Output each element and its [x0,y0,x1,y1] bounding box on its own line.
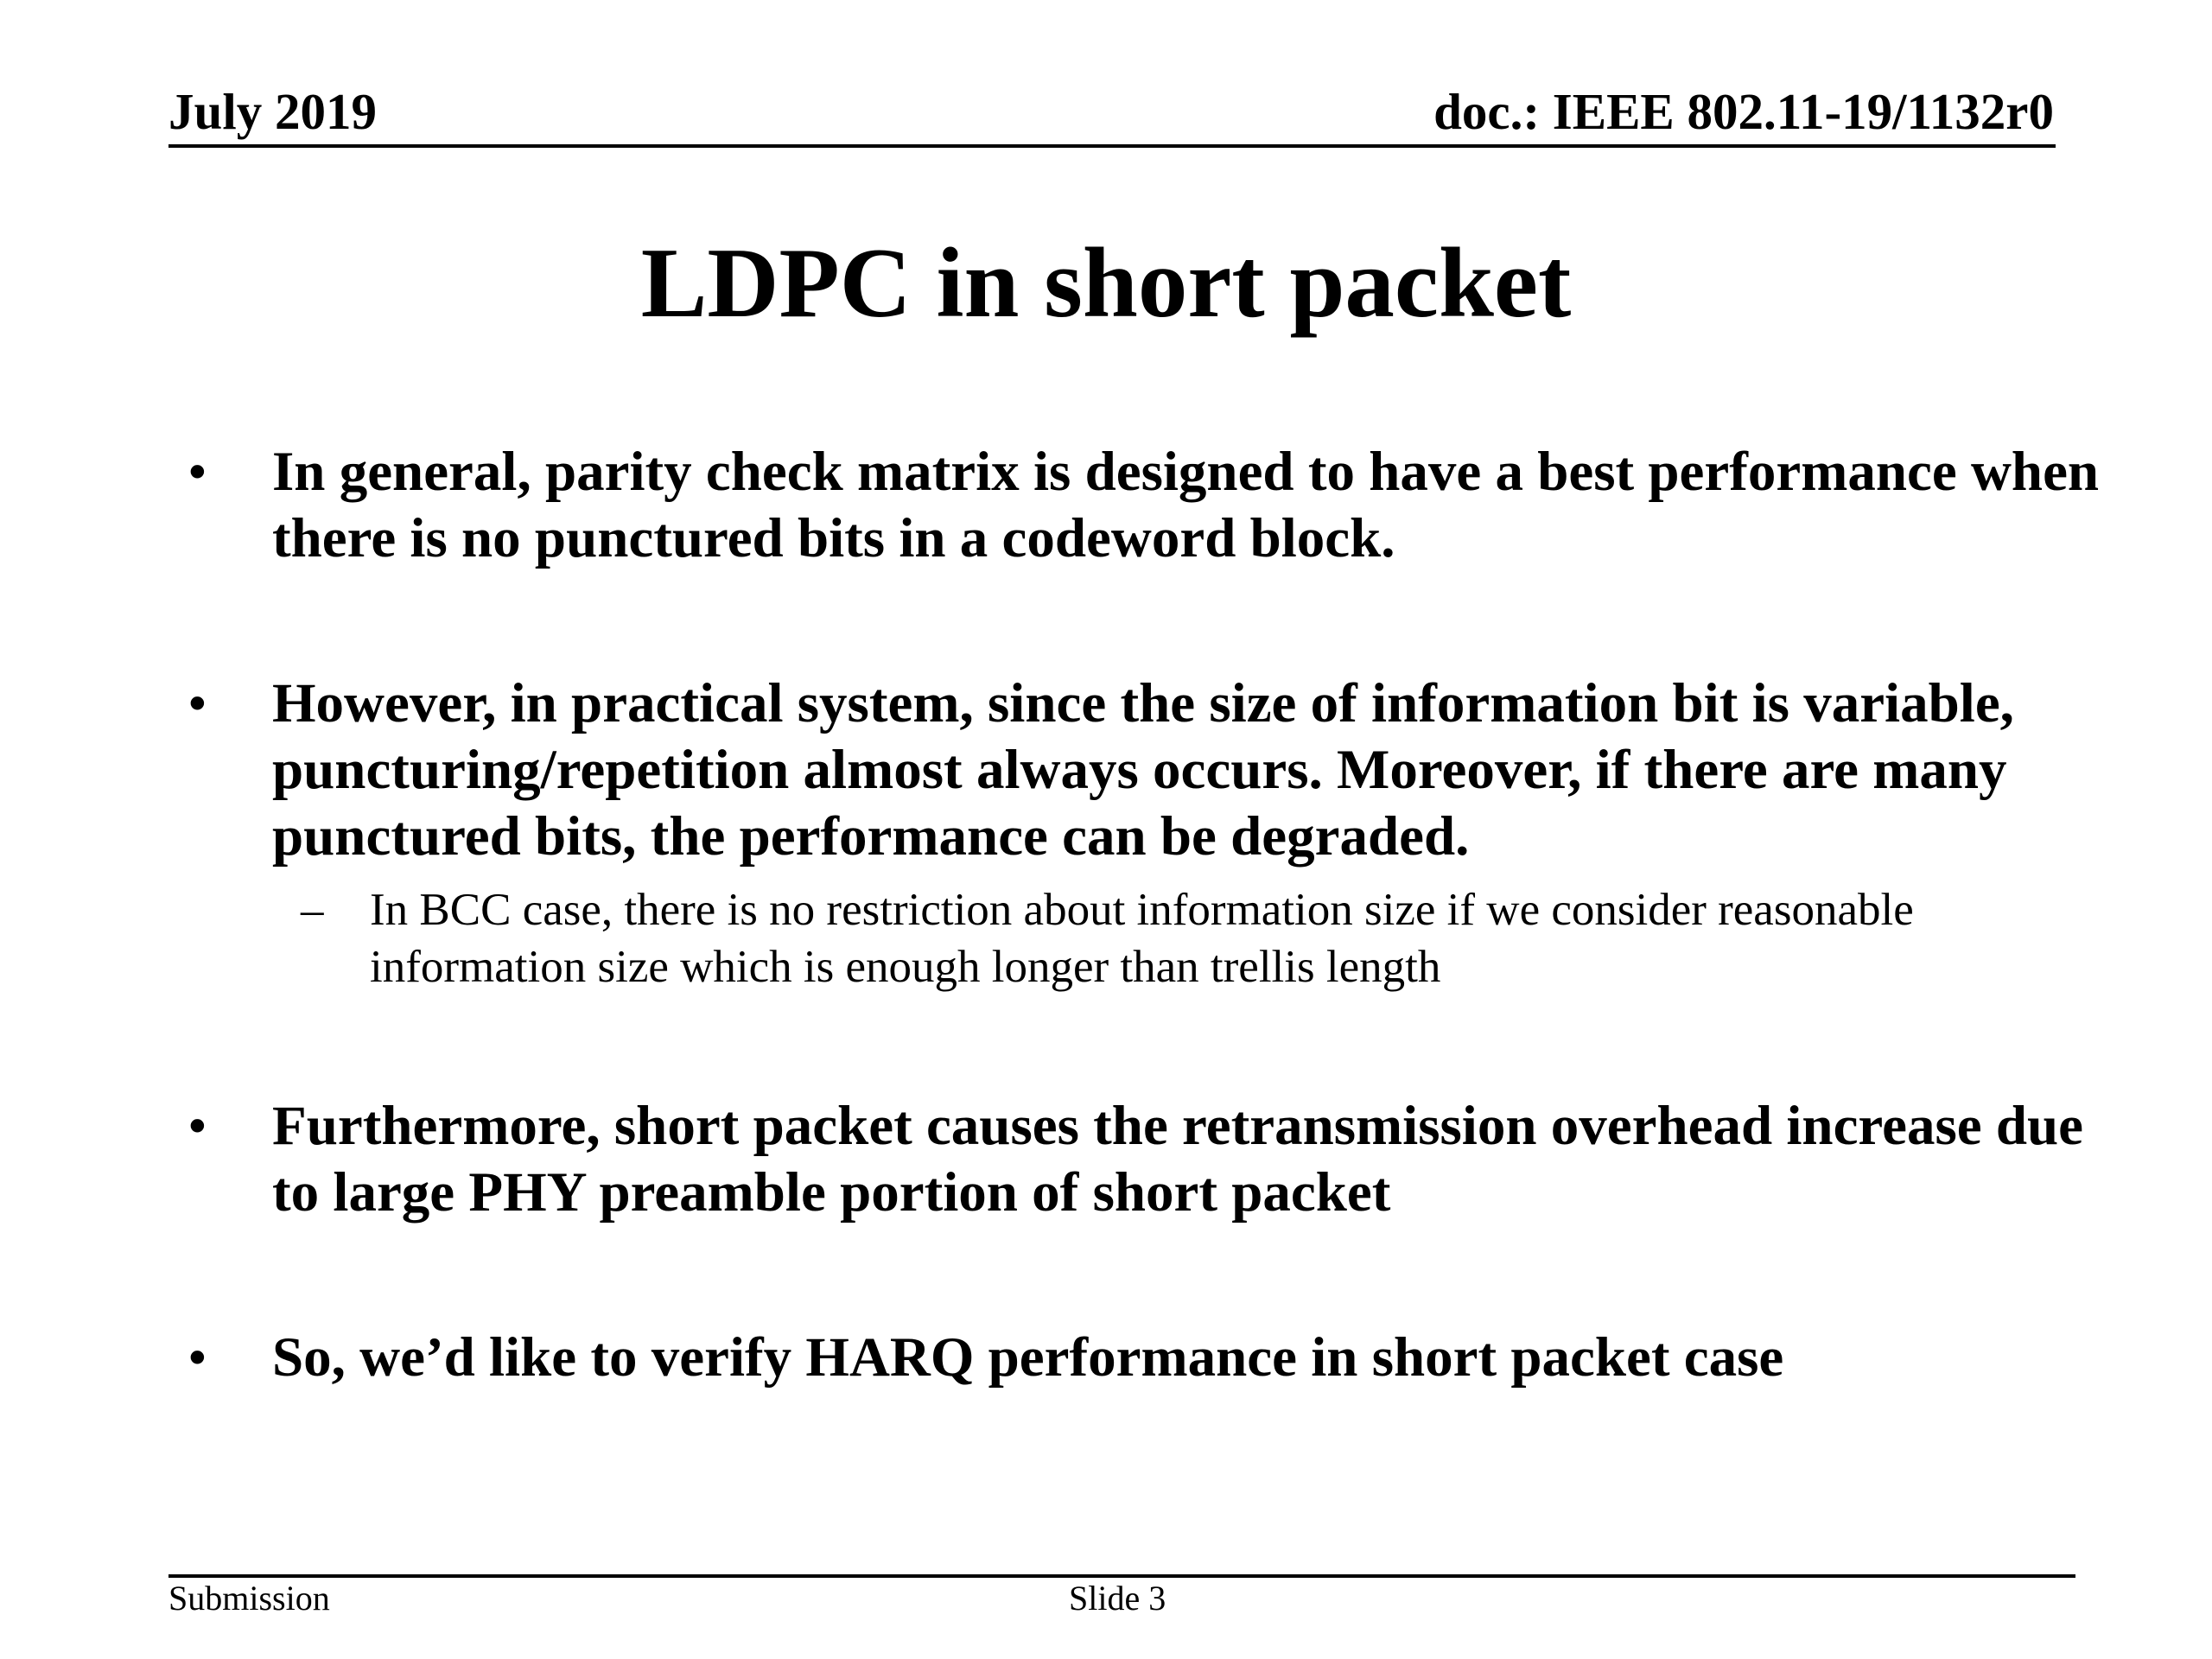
header-divider [168,144,2056,148]
bullet-text: So, we’d like to verify HARQ performance in short packet case [272,1326,1784,1389]
bullet-item-2 [188,671,2121,870]
bullet-glyph: • [188,1095,207,1157]
sub-bullet-glyph: – [301,885,324,935]
bullet-glyph: • [188,672,207,734]
sub-bullet-text: In BCC case, there is no restriction about information size if we consider reasonable information size which is enough longer than trellis length [370,885,1914,992]
sub-bullet-item-1 [301,881,2063,995]
bullet-glyph: • [188,1326,207,1389]
bullet-text: Furthermore, short packet causes the retransmission overhead increase due to large PHY preamble portion of short packet [272,1095,2083,1224]
bullet-text: In general, parity check matrix is designed to have a best performance when there is no punctured bits in a codeword block. [272,441,2100,569]
slide-title: LDPC in short packet [640,228,1572,338]
bullet-glyph: • [188,441,207,503]
header-date: July 2019 [168,83,377,140]
bullet-item-4 [188,1325,2121,1391]
footer-slide-number: Slide 3 [1069,1579,1166,1618]
bullet-item-3 [188,1093,2121,1226]
bullet-text: However, in practical system, since the size of information bit is variable, puncturing/repetition almost always occurs. Moreover, if there are many punctured bits, the performance can be degraded. [272,672,2014,868]
bullet-item-1 [188,439,2121,572]
header-doc-id: doc.: IEEE 802.11-19/1132r0 [1433,83,2054,140]
footer-divider [168,1574,2075,1578]
footer-submission: Submission [168,1579,330,1618]
